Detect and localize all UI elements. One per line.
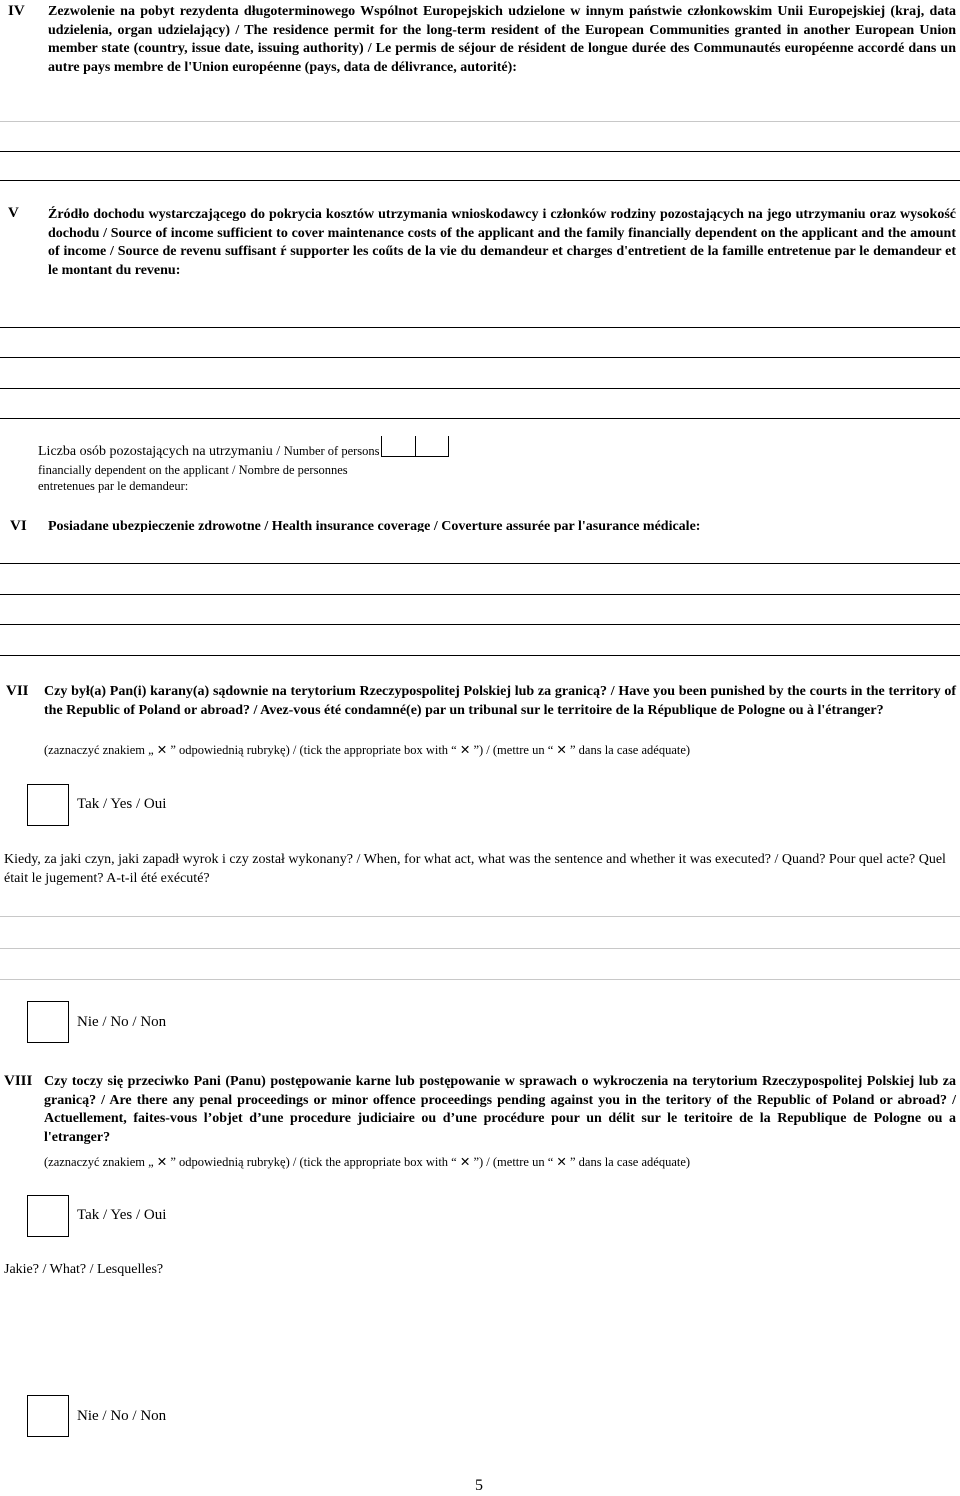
punished-no-checkbox[interactable] (27, 1001, 69, 1043)
punished-yes-label: Tak / Yes / Oui (77, 796, 167, 812)
proceedings-no-label: Nie / No / Non (77, 1408, 167, 1424)
section-iv-heading: Zezwolenie na pobyt rezydenta długoterminowego Wspólnot Europejskich udzielone w innym państwie członkowskim Unii Europejskiej (kraj, data udzielenia, organ udzielający) / The residence permit for the long-term resident of the European Communities granted in another European Union member state (country, issue date, issuing authority) / Le permis de séjour de résident de longue durée des Communautés européenne accordé dans un autre pays membre de l'Union européenne (pays, data de délivrance, autorité): (48, 4, 956, 75)
section-vii-heading: Czy był(a) Pan(i) karany(a) sądownie na terytorium Rzeczypospolitej Polskiej lub za granicą? / Have you been punished by the courts in the territory of the Republic of Poland or abroad? / Avez-vous été condamné(e) par un tribunal sur le territoire de la République de Pologne ou à l'étranger? (44, 684, 956, 718)
punished-details-label: Kiedy, za jaki czyn, jaki zapadł wyrok i czy został wykonany? / When, for what act, what was the sentence and whether it was executed? / Quand? Pour quel acte? Quel était le jugement? A-t-il été exécuté? (4, 852, 946, 886)
section-vi-heading: Posiadane ubezpieczenie zdrowotne / Health insurance coverage / Coverture assurée par l'asurance médicale: (48, 519, 701, 532)
proceedings-no-checkbox[interactable] (27, 1395, 69, 1437)
dependents-label (38, 443, 383, 495)
section-viii-instruction: (zaznaczyć znakiem „ ✕ ” odpowiednią rubrykę) / (tick the appropriate box with “ ✕ ”) / (mettre un “ ✕ ” dans la case adéquate) (44, 1155, 691, 1169)
answer-line[interactable] (0, 916, 960, 917)
section-v-number: V (8, 205, 19, 221)
punished-yes-checkbox[interactable] (27, 784, 69, 826)
dependents-label-en: Number of persons financially dependent on the applicant / Nombre de personnes entretenues par le demandeur: (38, 444, 380, 493)
answer-line[interactable] (0, 979, 960, 980)
answer-line[interactable] (0, 655, 960, 656)
answer-line[interactable] (0, 594, 960, 595)
answer-line[interactable] (0, 151, 960, 152)
section-vi-number: VI (10, 518, 27, 534)
answer-line[interactable] (0, 121, 960, 122)
page-number: 5 (475, 1477, 483, 1494)
answer-line[interactable] (0, 357, 960, 358)
answer-line[interactable] (0, 388, 960, 389)
proceedings-details-label: Jakie? / What? / Lesquelles? (4, 1262, 164, 1277)
section-iv-number: IV (8, 3, 25, 19)
punished-no-label: Nie / No / Non (77, 1014, 167, 1030)
section-viii-number: VIII (4, 1073, 33, 1089)
answer-line[interactable] (0, 327, 960, 328)
section-vii-number: VII (6, 683, 29, 699)
answer-line[interactable] (0, 624, 960, 625)
section-v-heading: Źródło dochodu wystarczającego do pokrycia kosztów utrzymania wnioskodawcy i członków rodziny pozostających na jego utrzymaniu oraz wysokość dochodu / Source of income sufficient to cover maintenance costs of the applicant and the family financially dependent on the applicant and the amount of income / Source de revenu suffisant ŕ supporter les coűts de la vie du demandeur et charges d'entretient de la famille entretenue par le demandeur et le montant du revenu: (48, 207, 956, 278)
section-vii-instruction: (zaznaczyć znakiem „ ✕ ” odpowiednią rubrykę) / (tick the appropriate box with “ ✕ ”) / (mettre un “ ✕ ” dans la case adéquate) (44, 743, 691, 757)
answer-line[interactable] (0, 948, 960, 949)
dependents-count-field[interactable] (381, 436, 449, 457)
answer-line[interactable] (0, 418, 960, 419)
proceedings-yes-label: Tak / Yes / Oui (77, 1207, 167, 1223)
answer-line[interactable] (0, 180, 960, 181)
section-viii-heading: Czy toczy się przeciwko Pani (Panu) postępowanie karne lub postępowanie w sprawach o wykroczenia na terytorium Rzeczypospolitej Polskiej lub za granicą? / Are there any penal proceedings or minor offence proceedings pending against you in the teritory of the Republic of Poland or abroad? / Actuellement, faites-vous l’objet d’une procedure judiciaire ou d’une procédure pour un délit sur le teritoire de la Republique de Pologne ou a l'etranger? (44, 1074, 956, 1145)
dependents-label-pl: Liczba osób pozostających na utrzymaniu / (38, 444, 284, 459)
answer-line[interactable] (0, 563, 960, 564)
proceedings-yes-checkbox[interactable] (27, 1195, 69, 1237)
